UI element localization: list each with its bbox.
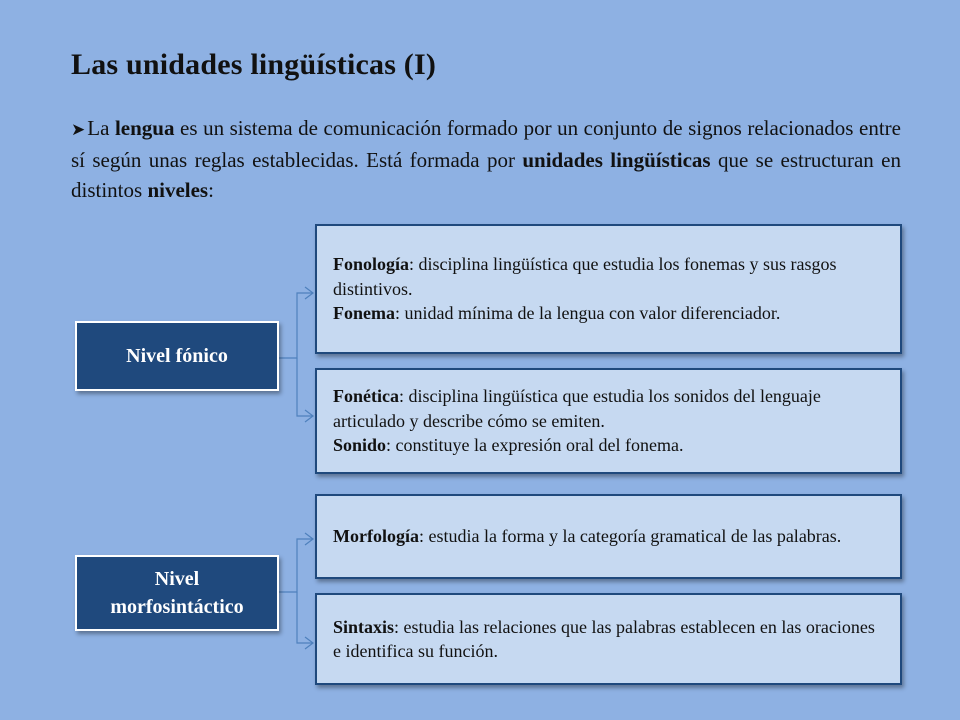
connector-fonico [278, 293, 313, 358]
def-sonido: : constituye la expresión oral del fonema. [386, 435, 684, 456]
level-morfosintactico-label-1: Nivel [154, 568, 200, 590]
level-morfosintactico-label-2: morfosintáctico [110, 596, 244, 618]
def-fonema: : unidad mínima de la lengua con valor diferenciador. [395, 303, 781, 324]
entry-fonologia [333, 252, 886, 301]
intro-term-unidades: unidades lingüísticas [522, 148, 711, 172]
term-fonema: Fonema [333, 303, 395, 324]
level-fonico-label: Nivel fónico [126, 345, 228, 367]
box-morfologia [315, 494, 902, 579]
intro-text-4: : [208, 178, 214, 202]
box-fonetica [315, 368, 902, 474]
intro-text-3: que se estructuran en distintos [71, 148, 901, 202]
box-sintaxis [315, 593, 902, 685]
entry-sintaxis [333, 615, 886, 664]
def-morfologia: : estudia la forma y la categoría gramatical de las palabras. [418, 526, 842, 547]
intro-text-2: es un sistema de comunicación formado por un conjunto de signos relacionados entre sí según unas reglas establecidas. Está formada por [71, 116, 901, 172]
box-fonologia [315, 224, 902, 354]
def-fonetica: : disciplina lingüística que estudia los sonidos del lenguaje articulado y describe cómo se emiten. [333, 386, 821, 431]
def-fonologia: : disciplina lingüística que estudia los fonemas y sus rasgos distintivos. [333, 254, 837, 299]
entry-fonema [333, 301, 886, 326]
term-morfologia: Morfología [333, 526, 419, 547]
level-fonico [75, 321, 279, 391]
intro-text-1: La [87, 116, 115, 140]
term-fonetica: Fonética [333, 386, 399, 407]
term-fonologia: Fonología [333, 254, 410, 275]
intro-term-niveles: niveles [147, 178, 209, 202]
entry-fonetica [333, 384, 886, 433]
term-sintaxis: Sintaxis [333, 616, 395, 637]
entry-morfologia [333, 524, 886, 549]
slide-title: Las unidades lingüísticas (I) [71, 48, 437, 81]
intro-term-lengua: lengua [114, 116, 175, 140]
term-sonido: Sonido [333, 435, 387, 456]
level-morfosintactico [75, 555, 279, 631]
def-sintaxis: : estudia las relaciones que las palabras establecen en las oraciones e identifica su función. [333, 616, 875, 661]
entry-sonido [333, 433, 886, 458]
arrow-bullet-icon: ➤ [71, 120, 86, 139]
connector-morfosintactico [278, 539, 313, 592]
